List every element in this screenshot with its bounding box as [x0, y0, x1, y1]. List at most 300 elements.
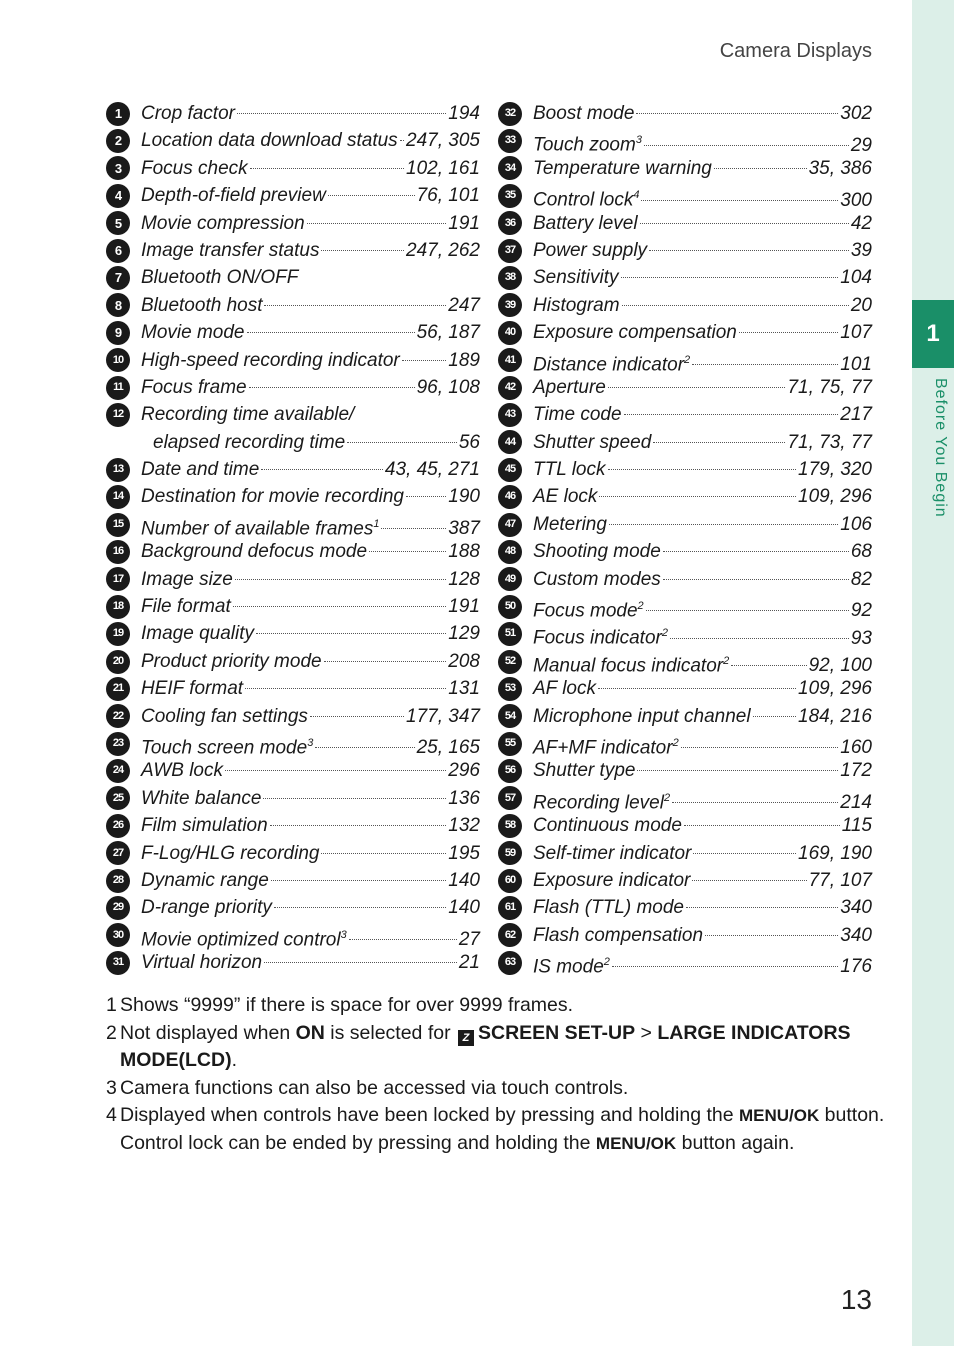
item-label-text: Shutter type [533, 760, 636, 782]
item-pages: 82 [850, 568, 872, 590]
index-item [498, 319, 872, 346]
item-pages: 247 [448, 294, 480, 316]
on-option: ON [295, 1021, 325, 1044]
item-number-badge: 9 [106, 321, 130, 345]
item-number-badge: 4 [106, 184, 130, 208]
item-label-text: Continuous mode [533, 815, 682, 837]
item-pages: 25, 165 [416, 737, 480, 759]
index-item [498, 182, 872, 209]
index-item [106, 730, 480, 757]
item-label [141, 703, 308, 730]
item-label-text: Focus indicator [533, 627, 662, 649]
item-label-text: AE lock [533, 486, 598, 508]
leader-dots [271, 880, 447, 881]
index-item [498, 429, 872, 456]
item-number-badge: 19 [106, 622, 130, 646]
item-pages: 77, 107 [808, 869, 872, 891]
item-label-text: Location data download status [141, 130, 398, 152]
footnote-text-part: Displayed when controls have been locked by pressing and holding the [120, 1104, 739, 1127]
item-number-badge: 16 [106, 540, 130, 564]
leader-dots [622, 305, 849, 306]
item-number-badge: 29 [106, 896, 130, 920]
item-label-text: TTL lock [533, 459, 606, 481]
item-label-text: Movie compression [141, 212, 305, 234]
screen-setup-icon: Z [458, 1030, 474, 1046]
index-item [106, 429, 480, 456]
footnote-4 [106, 1102, 886, 1157]
item-number-badge: 23 [106, 732, 130, 756]
item-number-badge: 1 [106, 102, 130, 126]
item-pages: 194 [448, 103, 480, 124]
item-label [533, 100, 634, 127]
leader-dots [663, 579, 849, 580]
index-item [498, 210, 872, 237]
item-label [141, 894, 272, 921]
item-label [141, 675, 243, 702]
item-label-text: Bluetooth ON/OFF [141, 267, 299, 289]
footnote-number: 2 [106, 1021, 117, 1044]
item-pages: 160 [840, 737, 872, 759]
item-pages: 184, 216 [798, 705, 872, 727]
index-item [106, 675, 480, 702]
footnote-text: Shows “9999” if there is space for over 9999 frames. [120, 994, 574, 1016]
leader-dots [233, 606, 447, 607]
item-label [533, 429, 651, 456]
item-number-badge: 57 [498, 786, 522, 810]
item-label-text: Crop factor [141, 103, 235, 124]
item-pages: 20 [850, 294, 872, 316]
footnote-ref: 2 [603, 956, 610, 969]
index-item [106, 922, 480, 949]
index-item [498, 511, 872, 538]
index-item [498, 867, 872, 894]
item-label [533, 812, 682, 839]
index-item [498, 538, 872, 565]
item-label [533, 511, 607, 538]
index-item [498, 593, 872, 620]
item-label-text: Control lock [533, 189, 634, 211]
item-label-text: File format [141, 596, 231, 618]
index-item [498, 127, 872, 154]
item-label-text: Focus check [141, 157, 248, 179]
item-number-badge: 43 [498, 403, 522, 427]
item-pages: 191 [448, 212, 480, 234]
item-pages: 56 [458, 431, 480, 453]
item-pages: 101 [840, 353, 872, 375]
leader-dots [705, 935, 838, 936]
item-label-text: High-speed recording indicator [141, 349, 400, 371]
leader-dots [692, 880, 806, 881]
index-item [498, 703, 872, 730]
leader-dots [264, 962, 457, 963]
leader-dots [263, 798, 446, 799]
item-label-text: Exposure compensation [533, 322, 737, 344]
item-label [141, 949, 262, 976]
item-number-badge: 45 [498, 458, 522, 482]
footnote-ref: 2 [723, 654, 730, 667]
item-label-text: Metering [533, 513, 607, 535]
item-pages: 208 [448, 650, 480, 672]
leader-dots [686, 907, 838, 908]
chapter-tab [912, 300, 954, 368]
item-label [141, 182, 326, 209]
item-label [141, 538, 367, 565]
left-column [106, 100, 480, 977]
item-number-badge: 12 [106, 403, 130, 427]
leader-dots [598, 688, 796, 689]
item-label [141, 155, 248, 182]
menu-ok-button-label: MENU/OK [738, 1106, 820, 1126]
index-item [106, 703, 480, 730]
item-pages: 71, 75, 77 [787, 376, 872, 398]
item-label-text: Manual focus indicator [533, 655, 724, 677]
leader-dots [653, 442, 785, 443]
item-label [533, 949, 610, 981]
item-number-badge: 32 [498, 102, 522, 126]
index-item [498, 456, 872, 483]
footnote-ref: 3 [340, 928, 347, 941]
item-label [141, 785, 261, 812]
menu-ok-button-label: MENU/OK [595, 1133, 677, 1153]
leader-dots [315, 747, 414, 748]
item-number-badge: 40 [498, 321, 522, 345]
item-pages: 188 [448, 541, 480, 563]
index-item [106, 483, 480, 510]
item-pages: 102, 161 [406, 157, 480, 179]
footnote-number: 4 [106, 1104, 117, 1127]
page-header-title: Camera Displays [719, 40, 872, 62]
footnote-ref: 2 [663, 791, 671, 804]
item-pages: 128 [448, 568, 480, 590]
index-item [106, 237, 480, 264]
leader-dots [672, 802, 838, 803]
item-label-text: Sensitivity [533, 267, 619, 289]
item-number-badge: 62 [498, 923, 522, 947]
item-pages: 131 [448, 678, 480, 700]
item-number-badge: 14 [106, 485, 130, 509]
item-label [533, 292, 620, 319]
item-pages: 39 [850, 239, 872, 261]
item-pages: 217 [840, 404, 872, 426]
item-pages: 247, 305 [406, 130, 480, 152]
index-item [106, 292, 480, 319]
screen-setup-menu: SCREEN SET-UP [478, 1021, 636, 1044]
item-label [141, 292, 262, 319]
index-item [498, 894, 872, 921]
item-label [533, 264, 619, 291]
leader-dots [624, 414, 839, 415]
item-number-badge: 17 [106, 567, 130, 591]
item-label [533, 566, 661, 593]
index-item [106, 840, 480, 867]
index-item [498, 566, 872, 593]
leader-dots [608, 469, 797, 470]
item-number-badge: 15 [106, 513, 130, 537]
leader-dots [270, 825, 447, 826]
item-label-text: Movie optimized control [141, 929, 341, 951]
index-item [106, 155, 480, 182]
leader-dots [670, 638, 849, 639]
item-pages: 96, 108 [416, 376, 480, 398]
leader-dots [684, 825, 840, 826]
item-label-text: Flash compensation [533, 924, 704, 946]
item-pages: 115 [841, 815, 872, 837]
leader-dots [247, 332, 415, 333]
leader-dots [731, 665, 806, 666]
item-number-badge: 6 [106, 239, 130, 263]
leader-dots [347, 442, 457, 443]
item-pages: 177, 347 [406, 705, 480, 727]
item-number-badge: 24 [106, 759, 130, 783]
leader-dots [402, 360, 447, 361]
item-pages: 176 [840, 956, 872, 978]
item-label [533, 922, 703, 949]
item-pages: 214 [840, 792, 872, 814]
footnote-number: 1 [106, 994, 117, 1016]
item-number-badge: 18 [106, 595, 130, 619]
index-item [498, 292, 872, 319]
item-pages: 107 [840, 322, 872, 344]
item-pages: 27 [458, 929, 480, 951]
item-label [533, 675, 596, 702]
leader-dots [681, 747, 839, 748]
index-item [106, 319, 480, 346]
index-item [106, 374, 480, 401]
item-number-badge: 27 [106, 841, 130, 865]
leader-dots [640, 223, 849, 224]
item-label [141, 757, 223, 784]
index-item [498, 785, 872, 812]
item-label-text: Image quality [141, 623, 255, 645]
footnote-number: 3 [106, 1076, 117, 1099]
item-number-badge: 48 [498, 540, 522, 564]
index-item [498, 730, 872, 757]
item-label [533, 155, 712, 182]
index-item [106, 210, 480, 237]
item-number-badge: 5 [106, 211, 130, 235]
index-item [106, 511, 480, 538]
index-item [106, 264, 480, 291]
item-number-badge: 50 [498, 595, 522, 619]
leader-dots [328, 195, 415, 196]
index-item [106, 894, 480, 921]
leader-dots [349, 939, 457, 940]
item-label-text: Recording time available/ [141, 404, 355, 426]
index-item [498, 648, 872, 675]
item-number-badge: 26 [106, 814, 130, 838]
leader-dots [636, 113, 838, 114]
item-number-badge: 60 [498, 869, 522, 893]
index-item [498, 922, 872, 949]
item-label-text: F-Log/HLG recording [141, 842, 320, 864]
item-label [141, 319, 245, 346]
item-label [141, 100, 235, 127]
item-number-badge: 33 [498, 129, 522, 153]
footnote-text-part: is selected for [324, 1021, 456, 1044]
footnote-text: Camera functions can also be accessed via touch controls. [120, 1076, 629, 1099]
item-number-badge: 44 [498, 430, 522, 454]
item-label-text: Distance indicator [533, 353, 685, 375]
item-label [533, 483, 597, 510]
footnote-ref: 2 [684, 353, 691, 366]
item-number-badge: 41 [498, 348, 522, 372]
item-pages: 189 [448, 349, 480, 371]
index-item [498, 347, 872, 374]
footnote-3 [106, 1075, 886, 1103]
item-pages: 93 [850, 627, 872, 649]
item-label [533, 703, 751, 730]
index-item [106, 867, 480, 894]
item-label [533, 374, 606, 401]
item-pages: 172 [840, 760, 872, 782]
right-column [498, 100, 872, 977]
item-label-text: AWB lock [141, 760, 224, 782]
item-label-text: Flash (TTL) mode [533, 897, 684, 919]
item-label-text: Boost mode [533, 103, 635, 124]
item-pages: 42 [850, 212, 872, 234]
footnote-ref: 4 [633, 189, 640, 202]
item-label-text: Power supply [533, 239, 648, 261]
item-label-text: Image size [141, 568, 233, 590]
item-label [141, 648, 322, 675]
item-pages: 340 [840, 897, 872, 919]
item-label [533, 840, 691, 867]
item-number-badge: 51 [498, 622, 522, 646]
item-number-badge: 8 [106, 293, 130, 317]
leader-dots [324, 661, 447, 662]
item-label-text: Dynamic range [141, 869, 269, 891]
large-indicators-option: LARGE INDICATORS MODE(LCD) [120, 1021, 851, 1072]
item-label-text: Depth-of-field preview [141, 185, 326, 207]
leader-dots [612, 966, 838, 967]
item-label-text: Histogram [533, 294, 620, 316]
leader-dots [237, 113, 446, 114]
item-pages: 56, 187 [416, 322, 480, 344]
item-label-text: Aperture [533, 376, 606, 398]
item-label [141, 812, 268, 839]
item-label [141, 620, 254, 647]
item-number-badge: 31 [106, 951, 130, 975]
leader-dots [641, 200, 838, 201]
item-label-text: Touch screen mode [141, 737, 308, 759]
item-pages: 92, 100 [808, 655, 872, 677]
chapter-number: 1 [926, 320, 940, 347]
leader-dots [369, 551, 446, 552]
item-pages: 195 [448, 842, 480, 864]
item-label-text: AF+MF indicator [533, 737, 673, 759]
leader-dots [406, 496, 446, 497]
footnote-text-part: Not displayed when [120, 1021, 296, 1044]
leader-dots [621, 277, 839, 278]
index-item [498, 483, 872, 510]
footnote-1 [106, 992, 886, 1020]
side-strip [912, 0, 954, 1346]
item-pages: 109, 296 [798, 678, 872, 700]
item-pages: 136 [448, 787, 480, 809]
footnote-ref: 2 [661, 627, 668, 640]
item-number-badge: 46 [498, 485, 522, 509]
item-label-text: Shutter speed [533, 431, 652, 453]
footnote-text [120, 1020, 886, 1075]
leader-dots [245, 688, 446, 689]
leader-dots [250, 168, 404, 169]
footnotes [106, 992, 886, 1158]
item-pages: 132 [448, 815, 480, 837]
item-pages: 104 [840, 267, 872, 289]
index-item [498, 155, 872, 182]
index-item [498, 100, 872, 127]
index-item [106, 812, 480, 839]
item-number-badge: 42 [498, 376, 522, 400]
leader-dots [235, 579, 446, 580]
leader-dots [264, 305, 446, 306]
item-number-badge: 55 [498, 732, 522, 756]
item-pages: 35, 386 [808, 157, 872, 179]
leader-dots [321, 250, 404, 251]
leader-dots [739, 332, 838, 333]
item-number-badge: 53 [498, 677, 522, 701]
item-pages: 247, 262 [406, 239, 480, 261]
item-pages: 29 [850, 134, 872, 156]
item-label [141, 566, 233, 593]
index-item [498, 237, 872, 264]
item-number-badge: 13 [106, 458, 130, 482]
item-number-badge: 63 [498, 951, 522, 975]
leader-dots [753, 716, 796, 717]
item-label-text: Product priority mode [141, 650, 322, 672]
footnote-text-part: . [231, 1049, 237, 1072]
index-item [106, 182, 480, 209]
item-label [141, 840, 319, 867]
item-pages: 179, 320 [798, 459, 872, 481]
leader-dots [692, 364, 838, 365]
leader-dots [714, 168, 807, 169]
item-label-text: Bluetooth host [141, 294, 263, 316]
leader-dots [693, 853, 796, 854]
item-number-badge: 21 [106, 677, 130, 701]
item-label-text: Microphone input channel [533, 705, 751, 727]
item-label [141, 483, 404, 510]
item-label-text: White balance [141, 787, 262, 809]
item-label-text: AF lock [533, 678, 597, 700]
item-label [141, 867, 269, 894]
item-label-text: IS mode [533, 956, 604, 978]
index-item [106, 648, 480, 675]
item-pages: 140 [448, 869, 480, 891]
item-label-text: HEIF format [141, 678, 244, 700]
item-label-text: D-range priority [141, 897, 272, 919]
leader-dots [637, 770, 838, 771]
item-label [141, 127, 398, 154]
item-pages: 140 [448, 897, 480, 919]
item-pages: 92 [850, 600, 872, 622]
item-pages: 191 [448, 596, 480, 618]
menu-separator: > [635, 1021, 658, 1044]
item-label [141, 237, 319, 264]
item-label-text: Cooling fan settings [141, 705, 308, 727]
item-number-badge: 54 [498, 704, 522, 728]
index-item [106, 347, 480, 374]
item-pages: 21 [458, 952, 480, 974]
item-pages: 76, 101 [416, 185, 480, 207]
item-label-text: Temperature warning [533, 157, 712, 179]
index-item [106, 401, 480, 428]
item-number-badge: 7 [106, 266, 130, 290]
footnote-2 [106, 1020, 886, 1075]
item-pages: 190 [448, 486, 480, 508]
item-number-badge: 47 [498, 513, 522, 537]
item-pages: 109, 296 [798, 486, 872, 508]
